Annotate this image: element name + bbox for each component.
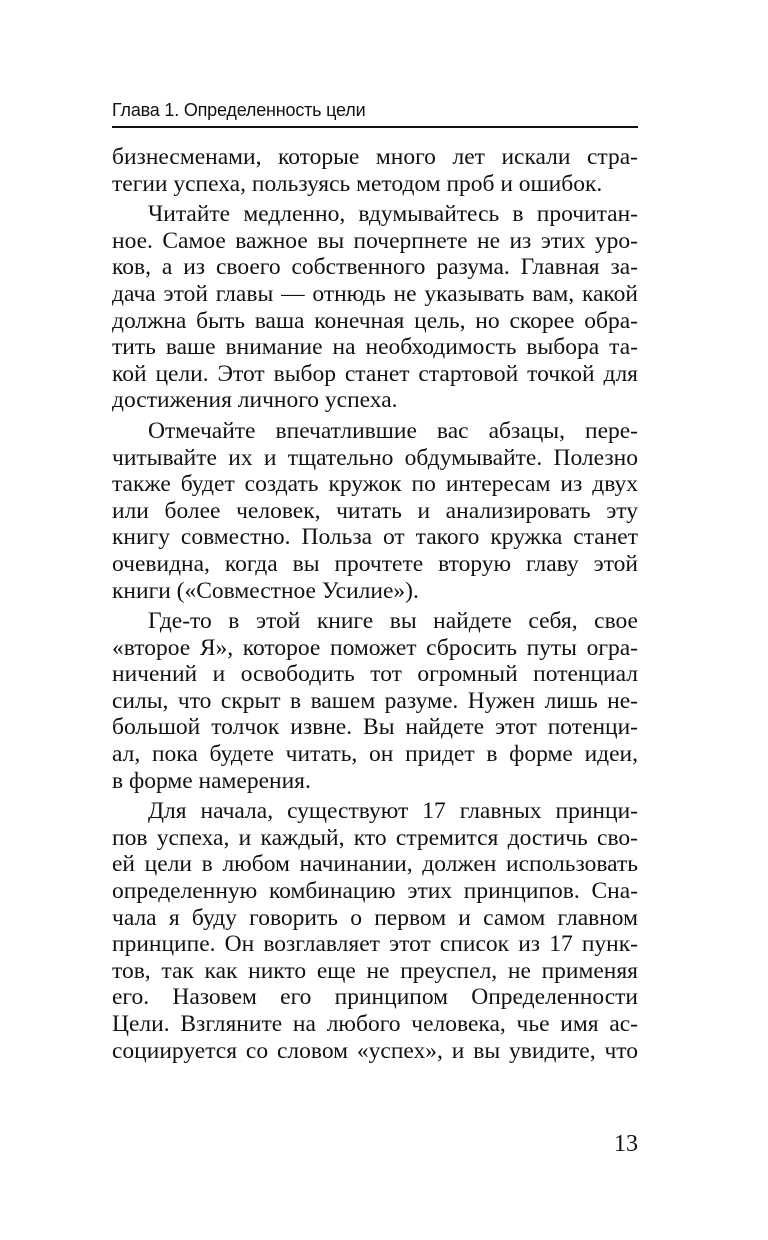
paragraph bbox=[112, 798, 638, 1064]
text-line: социируется со словом «успех», и вы увидите, что bbox=[112, 1037, 638, 1064]
text-line: большой толчок извне. Вы найдете этот потенци- bbox=[112, 714, 638, 741]
text-line: Для начала, существуют 17 главных принци- bbox=[148, 798, 638, 825]
paragraph bbox=[112, 201, 638, 414]
text-line: определенную комбинацию этих принципов. Сна- bbox=[112, 878, 638, 905]
text-line: книги («Совместное Усилие»). bbox=[112, 577, 419, 604]
text-line: Цели. Взгляните на любого человека, чье имя ас- bbox=[112, 1011, 638, 1037]
text-line: тов, так как никто еще не преуспел, не применяя bbox=[112, 957, 638, 984]
text-line: чала я буду говорить о первом и самом главном bbox=[112, 904, 638, 931]
running-title: Глава 1. Определенность цели bbox=[112, 100, 366, 120]
text-line: пов успеха, и каждый, кто стремится достичь сво- bbox=[112, 824, 638, 851]
text-line: Где-то в этой книге вы найдете себя, свое bbox=[148, 608, 638, 635]
text-line: дача этой главы — отнюдь не указывать вам, какой bbox=[112, 280, 638, 307]
text-line: ков, а из своего собственного разума. Главная за- bbox=[112, 254, 638, 281]
text-line: тегии успеха, пользуясь методом проб и ошибок. bbox=[112, 170, 603, 197]
text-line: силы, что скрыт в вашем разуме. Нужен лишь не- bbox=[112, 687, 638, 714]
text-line: ал, пока будете читать, он придет в форме идеи, bbox=[112, 741, 638, 768]
page-number: 13 bbox=[614, 1131, 638, 1157]
text-line: также будет создать кружок по интересам из двух bbox=[112, 471, 638, 498]
text-line: кой цели. Этот выбор станет стартовой точкой для bbox=[112, 360, 638, 387]
text-line: ничений и освободить тот огромный потенциал bbox=[112, 661, 638, 688]
header-rule bbox=[112, 126, 638, 128]
paragraph bbox=[112, 144, 638, 197]
body-text bbox=[112, 144, 638, 1064]
paragraph bbox=[112, 608, 638, 794]
text-line: очевидна, когда вы прочтете вторую главу этой bbox=[112, 550, 638, 577]
text-line: принципе. Он возглавляет этот список из 17 пунк- bbox=[112, 931, 638, 958]
text-line: ное. Самое важное вы почерпнете не из этих уро- bbox=[112, 227, 638, 254]
text-line: или более человек, читать и анализировать эту bbox=[112, 497, 638, 524]
text-line: должна быть ваша конечная цель, но скорее обра- bbox=[112, 307, 638, 334]
text-line: «второе Я», которое поможет сбросить путы огра- bbox=[112, 634, 638, 661]
text-line: Отмечайте впечатлившие вас абзацы, пере- bbox=[148, 417, 638, 444]
text-line: Читайте медленно, вдумывайтесь в прочитан- bbox=[148, 201, 638, 228]
text-line: книгу совместно. Польза от такого кружка станет bbox=[112, 524, 638, 551]
text-line: достижения личного успеха. bbox=[112, 387, 398, 414]
text-line: бизнесменами, которые много лет искали стра- bbox=[112, 144, 638, 170]
paragraph bbox=[112, 418, 638, 604]
text-line: ей цели в любом начинании, должен использовать bbox=[112, 851, 638, 878]
text-line: тить ваше внимание на необходимость выбора та- bbox=[112, 334, 638, 361]
text-line: его. Назовем его принципом Определенности bbox=[112, 984, 638, 1011]
text-line: в форме намерения. bbox=[112, 767, 311, 794]
text-line: читывайте их и тщательно обдумывайте. Полезно bbox=[112, 444, 638, 471]
